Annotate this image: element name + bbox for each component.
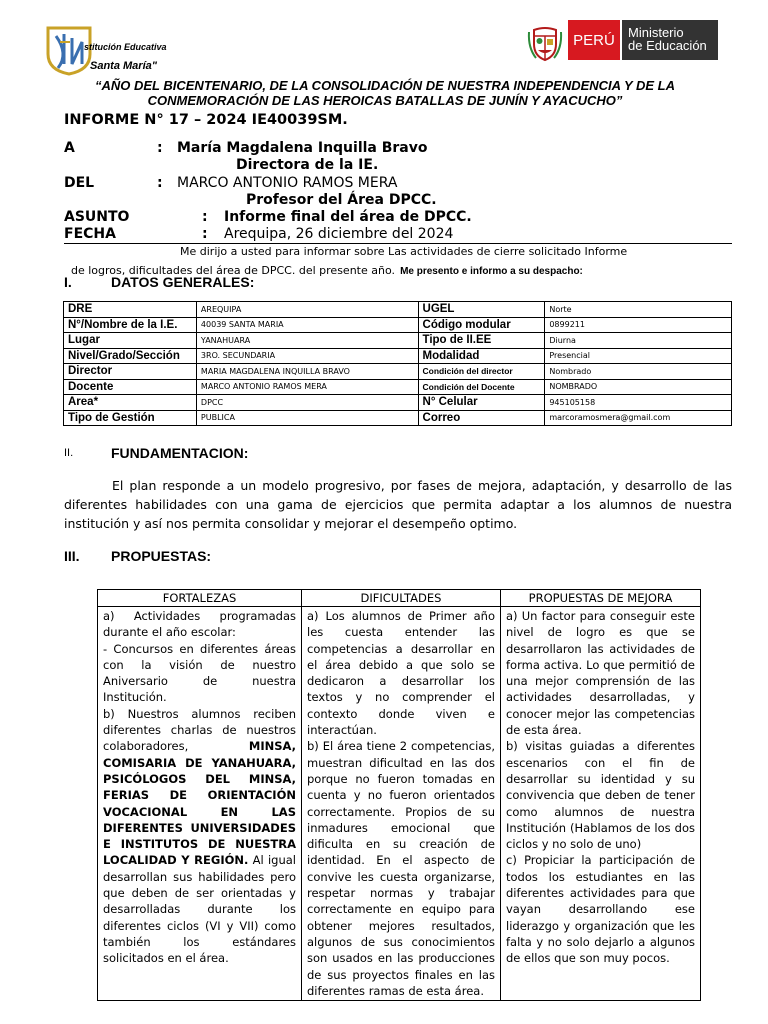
datos-label: Lugar: [64, 333, 197, 349]
fortalezas-cell: [98, 607, 302, 1001]
datos-value: MARIA MAGDALENA INQUILLA BRAVO: [196, 364, 418, 380]
sender-name: MARCO ANTONIO RAMOS MERA: [177, 175, 398, 191]
section3-num: III.: [64, 548, 80, 564]
datos-row: [64, 410, 732, 426]
peru-shield-icon: [526, 24, 564, 62]
fecha-value: Arequipa, 26 diciembre del 2024: [224, 226, 454, 242]
school-name-line2: Santa María": [90, 60, 157, 72]
datos-label: Código modular: [418, 317, 545, 333]
del-colon: :: [157, 175, 163, 191]
section2-title: FUNDAMENTACION:: [111, 445, 249, 461]
del-label: DEL: [64, 175, 95, 191]
datos-value: marcoramosmera@gmail.com: [545, 410, 732, 426]
year-title-line2: CONMEMORACIÓN DE LAS HEROICAS BATALLAS DE JUNÍN Y AYACUCHO”: [147, 93, 623, 108]
fortalezas-b-intro: b) Nuestros alumnos reciben diferentes charlas de nuestros colaboradores,: [103, 706, 296, 754]
datos-label: UGEL: [418, 302, 545, 318]
datos-label: Area*: [64, 395, 197, 411]
intro-line1: Me dirijo a usted para informar sobre Las actividades de cierre solicitado Informe: [180, 245, 628, 258]
datos-value: Diurna: [545, 333, 732, 349]
peru-label-box: PERÚ: [568, 20, 620, 60]
intro-line2-text: de logros, dificultades del área de DPCC. del presente año.: [71, 264, 395, 277]
fortalezas-item-a2: - Concursos en diferentes áreas con la visión de nuestro Aniversario de nuestra Institución.: [103, 641, 296, 705]
datos-value: 3RO. SECUNDARIA: [196, 348, 418, 364]
a-colon: :: [157, 140, 163, 156]
datos-value: NOMBRADO: [545, 379, 732, 395]
year-title-line1: “AÑO DEL BICENTENARIO, DE LA CONSOLIDACIÓN DE NUESTRA INDEPENDENCIA Y DE LA: [95, 78, 675, 93]
section2-num: II.: [64, 447, 74, 459]
intro-line2-bold: Me presento e informo a su despacho:: [400, 266, 583, 277]
datos-row: [64, 317, 732, 333]
datos-value: 40039 SANTA MARIA: [196, 317, 418, 333]
datos-label: Modalidad: [418, 348, 545, 364]
datos-label: Nivel/Grado/Sección: [64, 348, 197, 364]
header-divider: [64, 243, 732, 244]
propuestas-table: [97, 589, 701, 1001]
year-title: [60, 78, 710, 108]
recipient-role: Directora de la IE.: [236, 157, 379, 173]
datos-label: N°/Nombre de la I.E.: [64, 317, 197, 333]
ministry-line1: Ministerio: [628, 25, 684, 40]
datos-value: Norte: [545, 302, 732, 318]
asunto-colon: :: [202, 209, 208, 225]
datos-value: 945105158: [545, 395, 732, 411]
section1-num: I.: [64, 274, 72, 290]
datos-value: Presencial: [545, 348, 732, 364]
datos-label: Condición del director: [418, 364, 545, 380]
datos-label: Tipo de II.EE: [418, 333, 545, 349]
datos-label: N° Celular: [418, 395, 545, 411]
dificultades-cell: [302, 607, 501, 1001]
datos-value: YANAHUARA: [196, 333, 418, 349]
datos-row: [64, 395, 732, 411]
fundamentacion-paragraph: [64, 476, 732, 533]
section3-title: PROPUESTAS:: [111, 548, 212, 564]
asunto-label: ASUNTO: [64, 209, 130, 225]
fortalezas-b-collaborators: MINSA, COMISARIA DE YANAHUARA, PSICÓLOGOS DEL MINSA, FERIAS DE ORIENTACIÓN VOCACIONAL EN LAS DIFERENTES UNIVERSIDADES E INSTITUTOS DE NUESTRA LOCALIDAD Y REGIÓN.: [103, 739, 296, 868]
mejora-item-a: a) Un factor para conseguir este nivel de logro es que se desarrollaron las actividades de forma activa. Lo que permitió de una mejor comprensión de las actividades desarrolladas, y conocer mejor las competencias de esta área.: [506, 609, 695, 738]
datos-label: DRE: [64, 302, 197, 318]
report-title: INFORME N° 17 – 2024 IE40039SM.: [64, 112, 348, 128]
datos-value: 0899211: [545, 317, 732, 333]
datos-label: Docente: [64, 379, 197, 395]
datos-value: DPCC: [196, 395, 418, 411]
fecha-label: FECHA: [64, 226, 116, 242]
datos-value: MARCO ANTONIO RAMOS MERA: [196, 379, 418, 395]
datos-label: Tipo de Gestión: [64, 410, 197, 426]
header-fortalezas: FORTALEZAS: [98, 590, 302, 607]
fortalezas-b-closing: Al igual desarrollan sus habilidades pero que deben de ser orientadas y desarrolladas durante los diferentes ciclos (VI y VII) como también los estándares solicitados en el área.: [103, 853, 297, 966]
datos-value: Nombrado: [545, 364, 732, 380]
fundamentacion-text: El plan responde a un modelo progresivo, por fases de mejora, adaptación, y desarrollo de las diferentes habilidades con una gama de ejercicios que permita adaptar a los alumnos de nuestra institución y así nos permita consolidar y mejorar el desempeño optimo.: [64, 478, 732, 531]
datos-label: Correo: [418, 410, 545, 426]
header-dificultades: DIFICULTADES: [302, 590, 501, 607]
sender-role: Profesor del Área DPCC.: [246, 192, 437, 208]
datos-label: Condición del Docente: [418, 379, 545, 395]
fortalezas-item-a: a) Actividades programadas durante el año escolar:: [103, 609, 296, 640]
mejora-cell: [501, 607, 701, 1001]
datos-label: Director: [64, 364, 197, 380]
datos-row: [64, 379, 732, 395]
dificultades-item-a: a) Los alumnos de Primer año les cuesta entender las competencias a desarrollar en el área debido a que solo se dedicaron a desarrollar los textos y no comprender el contexto donde viven e interactúan.: [307, 609, 495, 738]
mejora-item-c: c) Propiciar la participación de todos los estudiantes en las diferentes actividades para que vayan desarrollando ese liderazgo y organización que les falta y no solo dejarlo a algunos de ellos que son muy pocos.: [506, 853, 695, 966]
datos-value: PUBLICA: [196, 410, 418, 426]
datos-row: [64, 302, 732, 318]
datos-row: [64, 333, 732, 349]
fecha-colon: :: [202, 226, 208, 242]
header-propuestas-mejora: PROPUESTAS DE MEJORA: [501, 590, 701, 607]
recipient-name: María Magdalena Inquilla Bravo: [177, 140, 428, 156]
datos-generales-table: [63, 301, 732, 426]
a-label: A: [64, 140, 75, 156]
datos-row: [64, 364, 732, 380]
datos-row: [64, 348, 732, 364]
section1-title: DATOS GENERALES:: [111, 274, 255, 290]
ministry-line2: de Educación: [628, 38, 707, 53]
dificultades-item-b: b) El área tiene 2 competencias, muestran dificultad en las dos porque no fueron tomadas en cuenta y no fueron orientados correctamente. Propios de su inmadures emocional que dificulta en su creación de identidad. En el aspecto de convive les cuesta organizarse, respetar normas y trabajar correctamente en equipo para obtener mejores resultados, algunos de sus conocimientos son usados en las producciones de sus proyectos finales en las diferentes ramas de esta área.: [307, 739, 495, 998]
school-name-line1: stitución Educativa: [84, 42, 167, 52]
fortalezas-item-b: [103, 706, 296, 967]
datos-value: AREQUIPA: [196, 302, 418, 318]
mejora-item-b: b) visitas guiadas a diferentes escenarios con el fin de desarrollar su identidad y su convivencia que deben de tener como alumnos de nuestra Institución (Hablamos de los dos ciclos y no solo de uno): [506, 739, 695, 852]
asunto-value: Informe final del área de DPCC.: [224, 209, 472, 225]
ministry-label-box: [622, 20, 718, 60]
